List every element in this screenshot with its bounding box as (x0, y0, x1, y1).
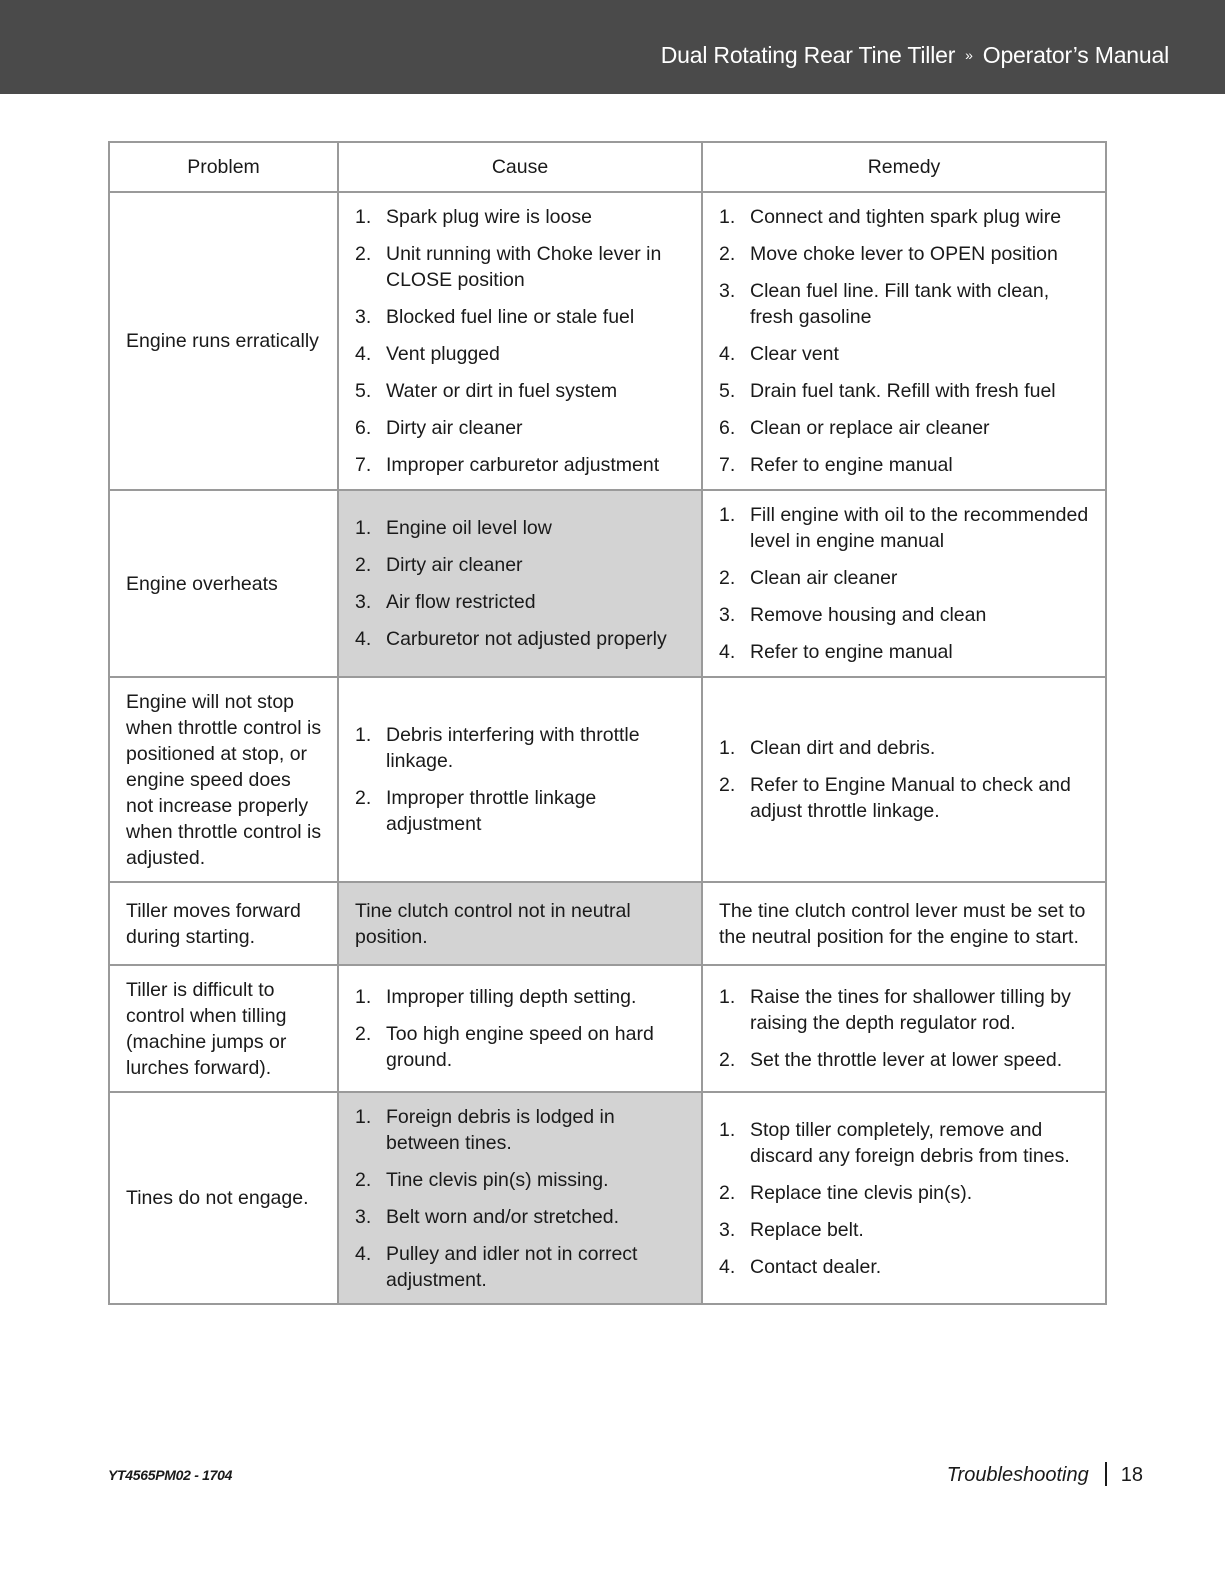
cause-cell: Tine clutch control not in neutral position. (338, 882, 702, 965)
problem-cell: Engine runs erratically (109, 192, 338, 490)
item-text: Carburetor not adjusted properly (386, 628, 667, 650)
problem-cell: Tiller is difficult to control when tilling (machine jumps or lurches forward). (109, 965, 338, 1092)
cause-cell (338, 192, 702, 490)
list-item (355, 722, 687, 774)
item-text: Tine clevis pin(s) missing. (386, 1168, 609, 1191)
list-item (719, 204, 1091, 230)
item-number: 4. (355, 628, 372, 650)
list-item (355, 1204, 687, 1230)
list-item (719, 502, 1091, 554)
list-item (719, 1254, 1091, 1280)
remedy-cell (702, 1092, 1106, 1304)
item-text: Contact dealer. (750, 1255, 882, 1278)
list-item (355, 1241, 687, 1293)
document-code: YT4565PM02 - 1704 (108, 1467, 233, 1483)
list-item (355, 785, 687, 837)
item-text: Foreign debris is lodged in between tines. (386, 1105, 615, 1154)
item-number: 2. (719, 567, 736, 589)
item-text: Clean or replace air cleaner (750, 417, 990, 439)
item-number: 1. (355, 1105, 372, 1128)
list-item (355, 452, 687, 478)
cause-cell (338, 677, 702, 882)
item-text: Air flow restricted (386, 591, 536, 613)
item-text: Improper carburetor adjustment (386, 454, 660, 476)
header-title: Dual Rotating Rear Tine Tiller (660, 42, 956, 68)
item-number: 1. (719, 1118, 736, 1141)
item-number: 3. (719, 280, 736, 302)
list-item (719, 565, 1091, 591)
list-item (355, 515, 687, 541)
header-title-line (661, 42, 1169, 69)
list-item (355, 415, 687, 441)
item-text: Set the throttle lever at lower speed. (750, 1049, 1063, 1071)
problem-cell: Tiller moves forward during starting. (109, 882, 338, 965)
item-number: 2. (355, 1023, 372, 1045)
footer-divider (1105, 1462, 1107, 1486)
list-item (719, 278, 1091, 330)
cause-list (355, 1104, 687, 1293)
list-item (719, 415, 1091, 441)
footer-section-name: Troubleshooting (946, 1464, 1089, 1486)
item-text: Replace belt. (750, 1218, 864, 1241)
item-text: Remove housing and clean (750, 604, 987, 626)
header-separator: » (965, 47, 973, 63)
list-item (719, 1217, 1091, 1243)
item-number: 4. (355, 1242, 372, 1265)
list-item (719, 1180, 1091, 1206)
item-number: 6. (355, 417, 372, 439)
list-item (355, 552, 687, 578)
page-number: 18 (1120, 1464, 1143, 1486)
item-number: 3. (355, 306, 372, 328)
list-item (355, 626, 687, 652)
item-text: Dirty air cleaner (386, 417, 523, 439)
item-number: 1. (355, 724, 372, 746)
item-text: Too high engine speed on hard ground. (386, 1023, 654, 1071)
list-item (719, 735, 1091, 761)
list-item (719, 1117, 1091, 1169)
item-text: Replace tine clevis pin(s). (750, 1181, 973, 1204)
column-header-remedy: Remedy (702, 142, 1106, 192)
table-row (109, 1092, 1106, 1304)
remedy-list (719, 984, 1091, 1073)
item-number: 2. (355, 243, 372, 265)
list-item (719, 602, 1091, 628)
list-item (355, 1167, 687, 1193)
item-number: 7. (355, 454, 372, 476)
item-text: Clean air cleaner (750, 567, 898, 589)
problem-cell: Engine will not stop when throttle control is positioned at stop, or engine speed does not increase properly when throttle control is adjusted. (109, 677, 338, 882)
item-number: 1. (719, 737, 736, 759)
item-text: Improper tilling depth setting. (386, 986, 637, 1008)
list-item (355, 1021, 687, 1073)
item-number: 3. (719, 1218, 736, 1241)
list-item (719, 1047, 1091, 1073)
item-text: Move choke lever to OPEN position (750, 243, 1058, 265)
item-number: 1. (719, 206, 736, 228)
item-text: Refer to engine manual (750, 641, 953, 663)
item-number: 4. (719, 343, 736, 365)
item-text: Connect and tighten spark plug wire (750, 206, 1062, 228)
remedy-cell: The tine clutch control lever must be set to the neutral position for the engine to start. (702, 882, 1106, 965)
list-item (355, 304, 687, 330)
item-text: Pulley and idler not in correct adjustment. (386, 1242, 638, 1291)
problem-cell: Engine overheats (109, 490, 338, 677)
item-text: Engine oil level low (386, 517, 552, 539)
item-number: 1. (355, 986, 372, 1008)
list-item (355, 341, 687, 367)
item-number: 6. (719, 417, 736, 439)
cause-list (355, 984, 687, 1073)
item-text: Refer to Engine Manual to check and adjust throttle linkage. (750, 774, 1071, 822)
item-number: 1. (719, 504, 736, 526)
item-text: Raise the tines for shallower tilling by raising the depth regulator rod. (750, 986, 1071, 1034)
item-number: 3. (719, 604, 736, 626)
item-number: 3. (355, 1205, 372, 1228)
list-item (719, 452, 1091, 478)
problem-cell: Tines do not engage. (109, 1092, 338, 1304)
item-number: 4. (719, 641, 736, 663)
cause-cell (338, 490, 702, 677)
item-text: Clean dirt and debris. (750, 737, 936, 759)
table-row (109, 677, 1106, 882)
item-number: 2. (355, 787, 372, 809)
item-text: Dirty air cleaner (386, 554, 523, 576)
item-text: Unit running with Choke lever in CLOSE position (386, 243, 662, 291)
remedy-cell (702, 965, 1106, 1092)
list-item (355, 589, 687, 615)
item-text: Refer to engine manual (750, 454, 953, 476)
remedy-cell (702, 192, 1106, 490)
page-header (0, 0, 1225, 94)
remedy-cell (702, 490, 1106, 677)
item-number: 2. (719, 1049, 736, 1071)
item-text: Spark plug wire is loose (386, 206, 592, 228)
item-number: 3. (355, 591, 372, 613)
footer-page-info (947, 1462, 1143, 1487)
item-text: Stop tiller completely, remove and discard any foreign debris from tines. (750, 1118, 1070, 1167)
list-item (719, 241, 1091, 267)
table-row (109, 192, 1106, 490)
item-number: 4. (719, 1255, 736, 1278)
list-item (355, 984, 687, 1010)
item-number: 5. (719, 380, 736, 402)
table-body (109, 192, 1106, 1304)
list-item (355, 1104, 687, 1156)
list-item (719, 984, 1091, 1036)
list-item (719, 772, 1091, 824)
cause-list (355, 722, 687, 837)
remedy-list (719, 502, 1091, 665)
cause-list (355, 204, 687, 478)
column-header-cause: Cause (338, 142, 702, 192)
item-text: Belt worn and/or stretched. (386, 1205, 620, 1228)
cause-cell (338, 1092, 702, 1304)
remedy-list (719, 1117, 1091, 1280)
table-header-row (109, 142, 1106, 192)
list-item (719, 378, 1091, 404)
item-text: Clear vent (750, 343, 839, 365)
item-text: Improper throttle linkage adjustment (386, 787, 597, 835)
list-item (355, 204, 687, 230)
item-number: 2. (355, 1168, 372, 1191)
table-row (109, 882, 1106, 965)
table-row (109, 490, 1106, 677)
item-number: 5. (355, 380, 372, 402)
remedy-cell (702, 677, 1106, 882)
header-subtitle: Operator’s Manual (982, 42, 1169, 68)
troubleshooting-table (108, 141, 1107, 1305)
item-number: 2. (719, 1181, 736, 1204)
remedy-list (719, 735, 1091, 824)
item-text: Drain fuel tank. Refill with fresh fuel (750, 380, 1056, 402)
item-number: 1. (355, 206, 372, 228)
remedy-list (719, 204, 1091, 478)
item-text: Fill engine with oil to the recommended level in engine manual (750, 504, 1089, 552)
item-number: 1. (719, 986, 736, 1008)
item-text: Debris interfering with throttle linkage. (386, 724, 640, 772)
item-text: Water or dirt in fuel system (386, 380, 618, 402)
item-number: 1. (355, 517, 372, 539)
list-item (355, 378, 687, 404)
item-number: 2. (719, 774, 736, 796)
list-item (719, 341, 1091, 367)
item-text: Vent plugged (386, 343, 500, 365)
column-header-problem: Problem (109, 142, 338, 192)
item-number: 7. (719, 454, 736, 476)
cause-list (355, 515, 687, 652)
cause-cell (338, 965, 702, 1092)
table-row (109, 965, 1106, 1092)
item-text: Clean fuel line. Fill tank with clean, fresh gasoline (750, 280, 1050, 328)
list-item (355, 241, 687, 293)
item-text: Blocked fuel line or stale fuel (386, 306, 635, 328)
item-number: 4. (355, 343, 372, 365)
list-item (719, 639, 1091, 665)
item-number: 2. (719, 243, 736, 265)
item-number: 2. (355, 554, 372, 576)
